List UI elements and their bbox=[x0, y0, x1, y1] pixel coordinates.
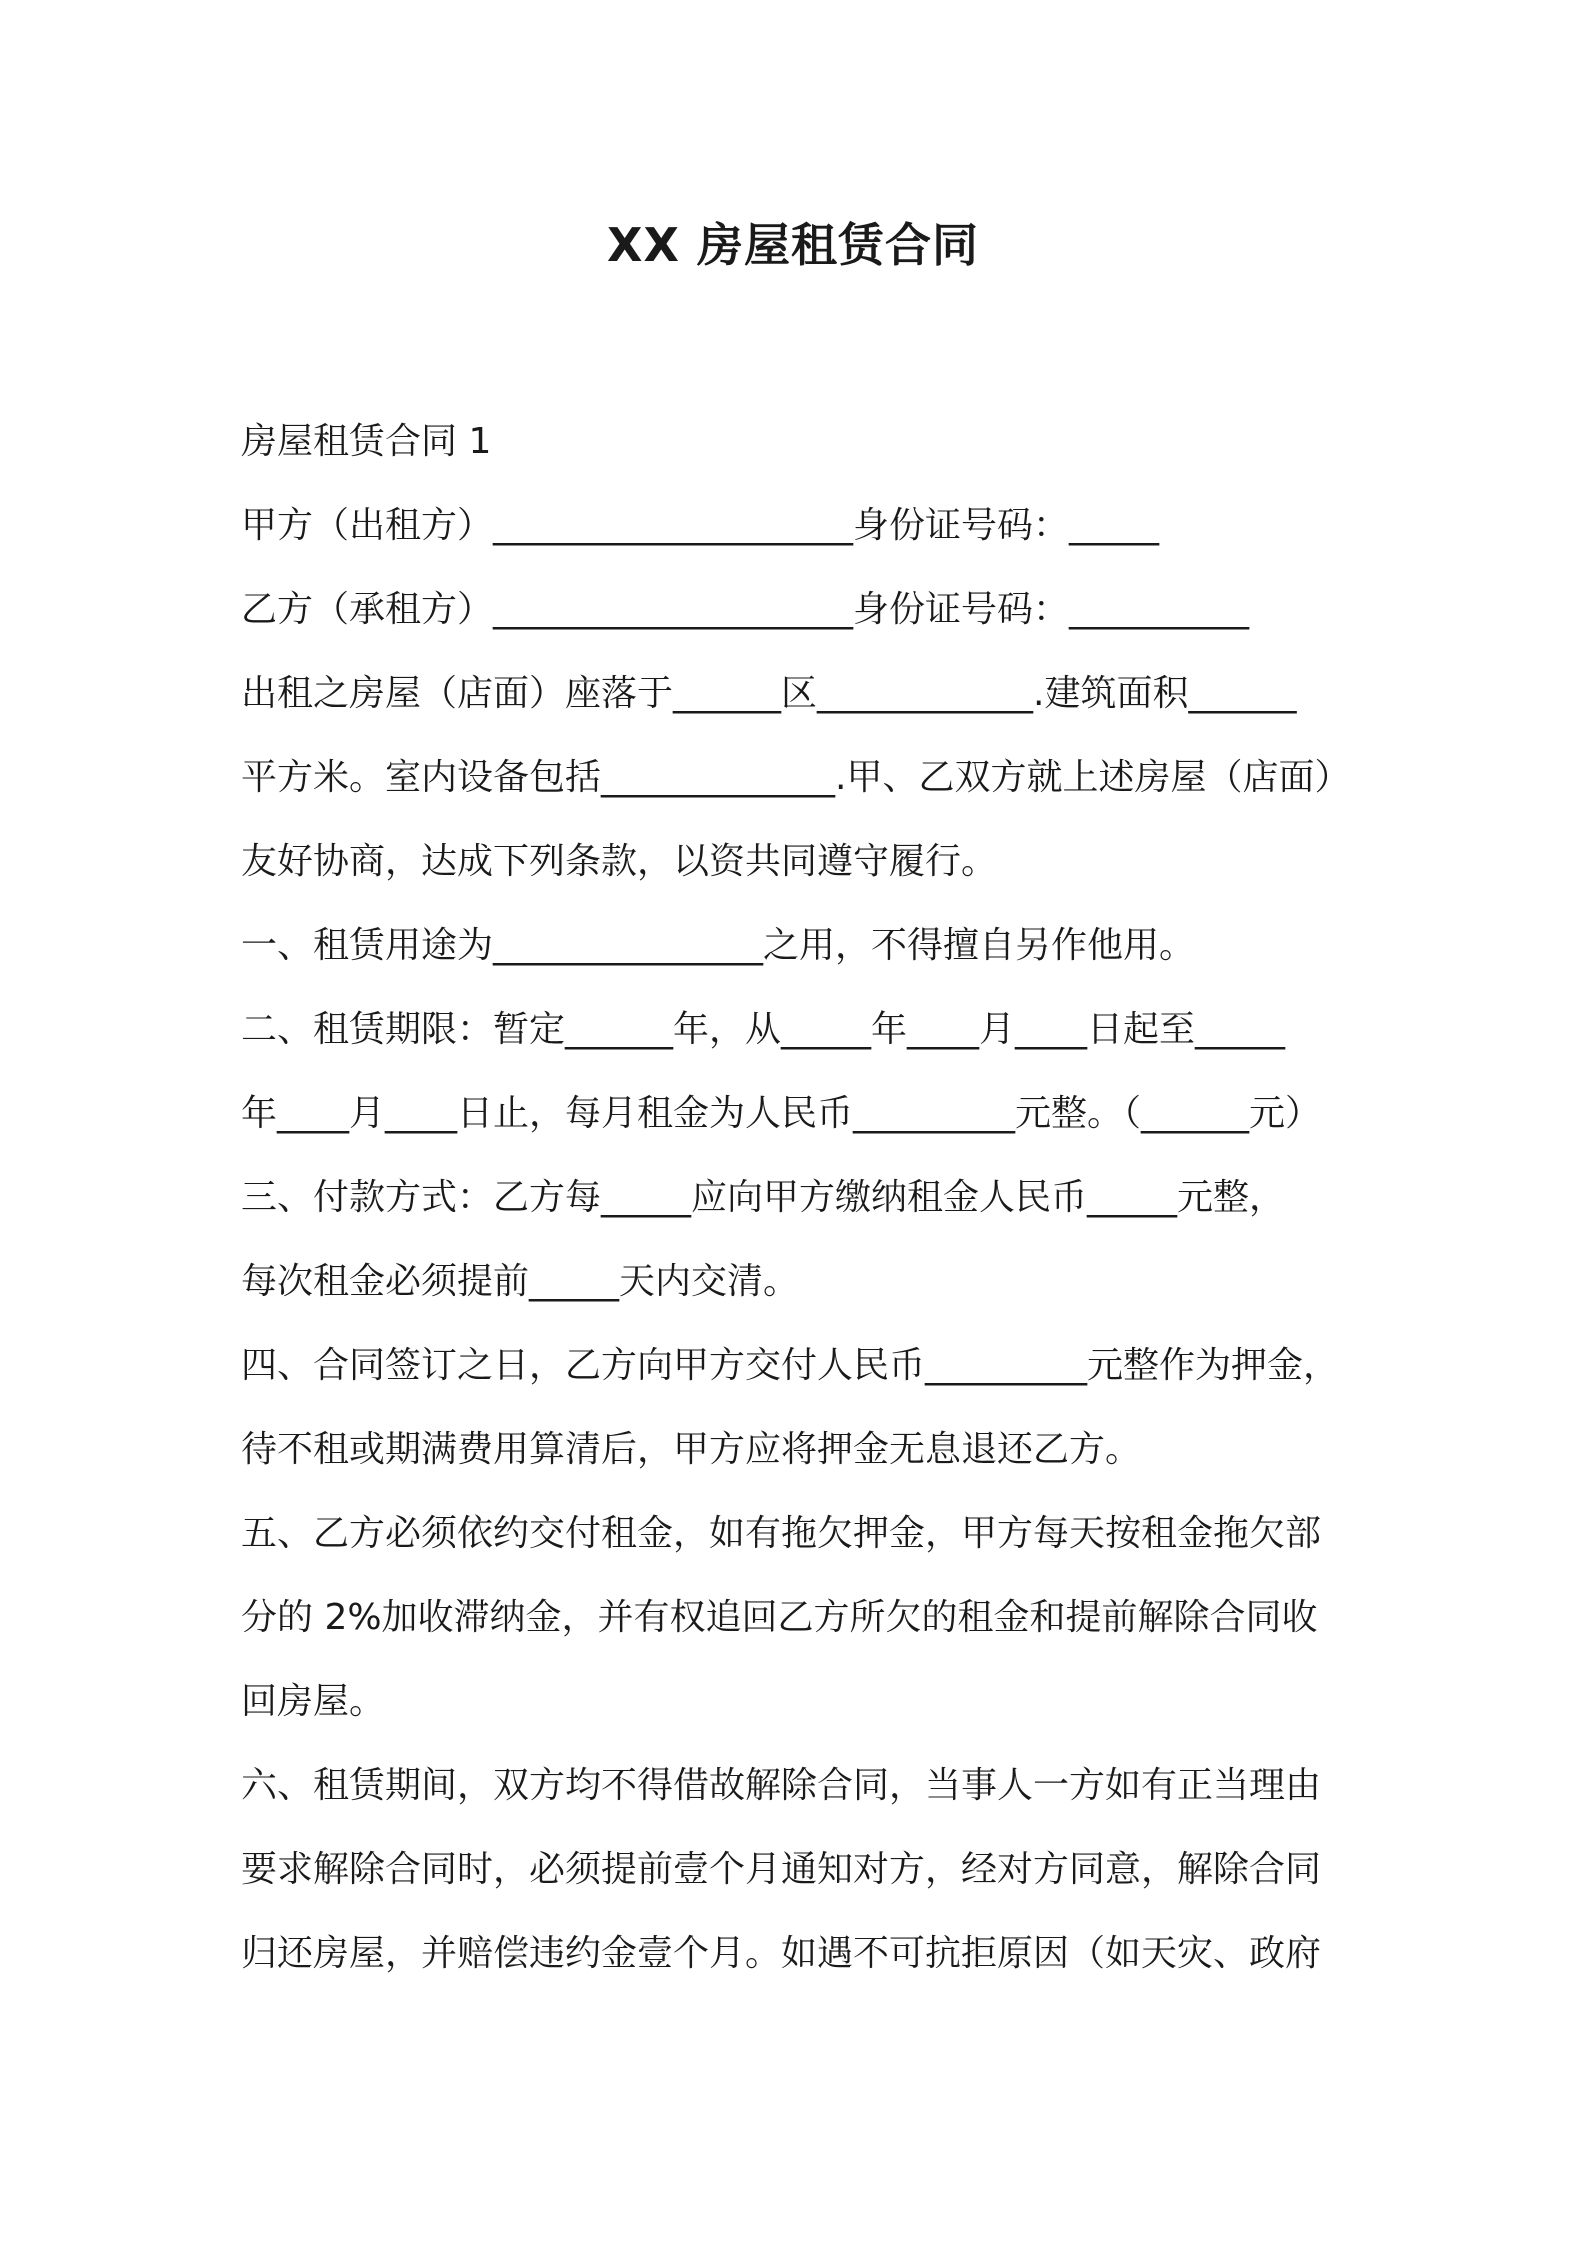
body-line: 分的 2%加收滞纳金，并有权追回乙方所欠的租金和提前解除合同收 bbox=[241, 1597, 1318, 1638]
clause-2: 二、租赁期限：暂定______年，从_____年____月____日起至_____ bbox=[241, 1009, 1286, 1050]
section-heading: 房屋租赁合同 1 bbox=[241, 421, 492, 462]
body-line: 友好协商，达成下列条款，以资共同遵守履行。 bbox=[241, 841, 998, 882]
clause-4: 四、合同签订之日，乙方向甲方交付人民币_________元整作为押金， bbox=[241, 1345, 1340, 1386]
document-body bbox=[241, 412, 1371, 2008]
clause-6: 六、租赁期间，双方均不得借故解除合同，当事人一方如有正当理由 bbox=[241, 1765, 1322, 1806]
body-line: 待不租或期满费用算清后，甲方应将押金无息退还乙方。 bbox=[241, 1429, 1142, 1470]
party-b-line: 乙方（承租方）____________________身份证号码：__________ bbox=[241, 589, 1250, 630]
clause-3: 三、付款方式：乙方每_____应向甲方缴纳租金人民币_____元整， bbox=[241, 1177, 1286, 1218]
party-a-line: 甲方（出租方）____________________身份证号码：_____ bbox=[241, 505, 1160, 546]
body-line: 出租之房屋（店面）座落于______区____________.建筑面积______ bbox=[241, 673, 1297, 714]
clause-5: 五、乙方必须依约交付租金，如有拖欠押金，甲方每天按租金拖欠部 bbox=[241, 1513, 1322, 1554]
body-line: 回房屋。 bbox=[241, 1681, 386, 1722]
document-title: XX 房屋租赁合同 bbox=[607, 218, 979, 272]
body-line: 平方米。室内设备包括_____________.甲、乙双方就上述房屋（店面） bbox=[241, 757, 1351, 798]
body-line: 归还房屋，并赔偿违约金壹个月。如遇不可抗拒原因（如天灾、政府 bbox=[241, 1933, 1322, 1974]
body-line: 每次租金必须提前_____天内交清。 bbox=[241, 1261, 800, 1302]
body-line: 要求解除合同时，必须提前壹个月通知对方，经对方同意，解除合同 bbox=[241, 1849, 1322, 1890]
clause-1: 一、租赁用途为_______________之用，不得擅自另作他用。 bbox=[241, 925, 1196, 966]
body-line: 年____月____日止，每月租金为人民币_________元整。（______元） bbox=[241, 1093, 1322, 1134]
